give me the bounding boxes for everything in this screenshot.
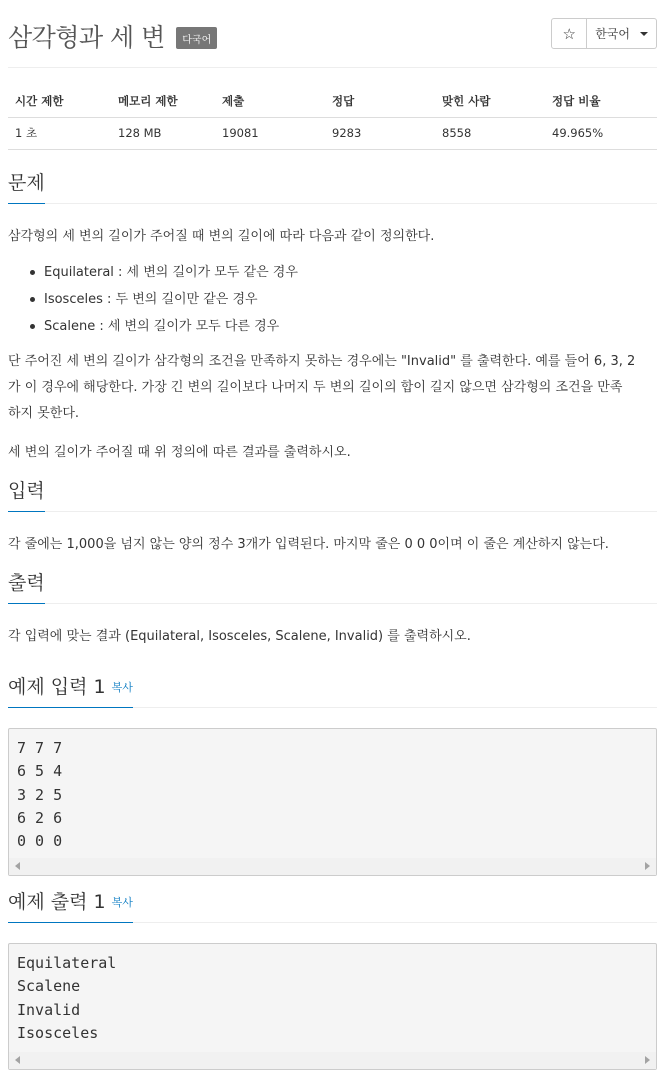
list-item: Equilateral : 세 변의 길이가 모두 같은 경우 [8, 259, 648, 286]
problem-intro: 삼각형의 세 변의 길이가 주어질 때 변의 길이에 따라 다음과 같이 정의한다. [8, 229, 435, 244]
memory-limit-value: 128 MB [111, 117, 215, 149]
accepted-value: 9283 [325, 117, 435, 149]
sample-output-text: Equilateral Scalene Invalid Isosceles [17, 954, 117, 1042]
copy-sample-input-link[interactable]: 복사 [111, 681, 133, 694]
language-label: 한국어 [595, 27, 630, 41]
sample-output-box[interactable] [8, 943, 657, 1070]
sample-output-header [8, 887, 657, 923]
star-icon: ☆ [562, 24, 576, 43]
language-dropdown[interactable] [587, 18, 657, 49]
sample-input-title-text: 예제 입력 1 [8, 676, 106, 698]
sample-input-box[interactable] [8, 728, 657, 876]
submissions-value[interactable]: 19081 [215, 117, 325, 149]
header-accept-ratio: 정답 비율 [545, 85, 657, 117]
header-submissions: 제출 [215, 85, 325, 117]
sample-output-title-text: 예제 출력 1 [8, 891, 106, 913]
paragraph-line: 하지 못한다. [8, 406, 80, 421]
output-description: 각 입력에 맞는 결과 (Equilateral, Isosceles, Scalene, Invalid) 를 출력하시오. [8, 629, 471, 644]
accept-ratio-value: 49.965% [545, 117, 657, 149]
page-title-text: 삼각형과 세 변 [8, 23, 165, 52]
header-memory-limit: 메모리 제한 [111, 85, 215, 117]
problem-header [8, 10, 657, 68]
input-section-header [8, 476, 657, 512]
sample-output-title [8, 887, 133, 923]
sample-input-text: 7 7 7 6 5 4 3 2 5 6 2 6 0 0 0 [17, 739, 63, 851]
scroll-right-arrow-icon[interactable] [645, 862, 650, 870]
header-time-limit: 시간 제한 [8, 85, 111, 117]
problem-task-paragraph: 세 변의 길이가 주어질 때 위 정의에 따른 결과를 출력하시오. [8, 445, 351, 460]
sample-input-header [8, 672, 657, 708]
header-buttons [551, 18, 657, 49]
header-accepted: 정답 [325, 85, 435, 117]
table-row [8, 117, 657, 149]
input-description: 각 줄에는 1,000을 넘지 않는 양의 정수 3개가 입력된다. 마지막 줄은 0 0 0이며 이 줄은 계산하지 않는다. [8, 537, 609, 552]
paragraph-line: 가 이 경우에 해당한다. 가장 긴 변의 길이보다 나머지 두 변의 길이의 합이 길지 않으면 삼각형의 조건을 만족 [8, 380, 623, 395]
horizontal-scrollbar[interactable] [9, 858, 656, 875]
time-limit-value: 1 초 [8, 117, 111, 149]
table-header-row [8, 85, 657, 117]
list-item: Isosceles : 두 변의 길이만 같은 경우 [8, 286, 648, 313]
problem-info-table [8, 85, 657, 150]
copy-sample-output-link[interactable]: 복사 [111, 896, 133, 909]
output-section-header [8, 568, 657, 604]
header-solved-users: 맞힌 사람 [435, 85, 545, 117]
list-item: Scalene : 세 변의 길이가 모두 다른 경우 [8, 313, 648, 340]
problem-invalid-paragraph [8, 349, 658, 427]
caret-down-icon [640, 32, 648, 36]
definition-list [8, 259, 648, 340]
problem-title: 문제 [8, 168, 45, 204]
sample-input-title [8, 672, 133, 708]
scroll-left-arrow-icon[interactable] [15, 1056, 20, 1064]
scroll-right-arrow-icon[interactable] [645, 1056, 650, 1064]
problem-section-header [8, 168, 657, 204]
input-title: 입력 [8, 476, 45, 512]
horizontal-scrollbar[interactable] [9, 1052, 656, 1069]
favorite-button[interactable] [551, 18, 587, 49]
scroll-left-arrow-icon[interactable] [15, 862, 20, 870]
page-title [8, 18, 217, 54]
multilang-badge: 다국어 [176, 27, 217, 49]
paragraph-line: 단 주어진 세 변의 길이가 삼각형의 조건을 만족하지 못하는 경우에는 "Invalid" 를 출력한다. 예를 들어 6, 3, 2 [8, 354, 636, 369]
solved-users-value[interactable]: 8558 [435, 117, 545, 149]
output-title: 출력 [8, 568, 45, 604]
